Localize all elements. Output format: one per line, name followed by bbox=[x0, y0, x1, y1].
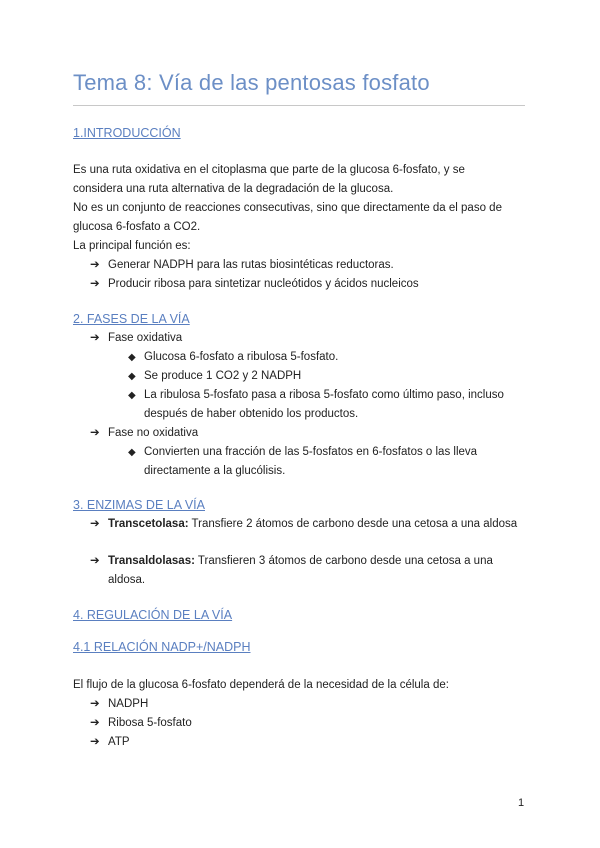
list-item: ➔ Ribosa 5-fosfato bbox=[90, 714, 192, 733]
paragraph-line: El flujo de la glucosa 6-fosfato dependerá de la necesidad de la célula de: bbox=[73, 679, 449, 691]
arrow-bullet-icon: ➔ bbox=[90, 259, 100, 271]
section-heading-introduccion[interactable]: 1.INTRODUCCIÓN bbox=[73, 126, 181, 140]
diamond-bullet-icon: ◆ bbox=[128, 371, 136, 382]
list-item: ➔ Generar NADPH para las rutas biosintéticas reductoras. bbox=[90, 256, 394, 275]
arrow-bullet-icon: ➔ bbox=[90, 518, 100, 530]
list-item: ➔ NADPH bbox=[90, 695, 148, 714]
arrow-bullet-icon: ➔ bbox=[90, 332, 100, 344]
list-item-fase-no-oxidativa: ➔ Fase no oxidativa bbox=[90, 424, 198, 443]
arrow-bullet-icon: ➔ bbox=[90, 278, 100, 290]
arrow-bullet-icon: ➔ bbox=[90, 555, 100, 567]
paragraph-line: Es una ruta oxidativa en el citoplasma que parte de la glucosa 6-fosfato, y se bbox=[73, 164, 465, 176]
title-divider bbox=[73, 105, 525, 106]
subsection-heading-nadp[interactable]: 4.1 RELACIÓN NADP+/NADPH bbox=[73, 640, 251, 654]
arrow-bullet-icon: ➔ bbox=[90, 736, 100, 748]
list-item-transaldolasas: ➔ Transaldolasas: Transfieren 3 átomos de carbono desde una cetosa a una aldosa. bbox=[90, 552, 528, 590]
page-number: 1 bbox=[518, 797, 525, 809]
arrow-bullet-icon: ➔ bbox=[90, 698, 100, 710]
diamond-bullet-icon: ◆ bbox=[128, 390, 136, 401]
paragraph-line: No es un conjunto de reacciones consecutivas, sino que directamente da el paso de bbox=[73, 202, 502, 214]
sub-list-item: ◆ Convierten una fracción de las 5-fosfatos en 6-fosfatos o las lleva directamente a la glucólisis. bbox=[128, 443, 504, 481]
page-title: Tema 8: Vía de las pentosas fosfato bbox=[73, 70, 430, 95]
section-heading-regulacion[interactable]: 4. REGULACIÓN DE LA VÍA bbox=[73, 608, 233, 622]
list-item-fase-oxidativa: ➔ Fase oxidativa bbox=[90, 329, 182, 348]
arrow-bullet-icon: ➔ bbox=[90, 717, 100, 729]
diamond-bullet-icon: ◆ bbox=[128, 447, 136, 458]
section-heading-fases[interactable]: 2. FASES DE LA VÍA bbox=[73, 312, 190, 326]
paragraph-line: La principal función es: bbox=[73, 240, 191, 252]
diamond-bullet-icon: ◆ bbox=[128, 352, 136, 363]
list-item-transcetolasa: ➔ Transcetolasa: Transfiere 2 átomos de carbono desde una cetosa a una aldosa bbox=[90, 515, 528, 534]
sub-list-item: ◆ Glucosa 6-fosfato a ribulosa 5-fosfato. bbox=[128, 348, 504, 367]
sub-list-item: ◆ Se produce 1 CO2 y 2 NADPH bbox=[128, 367, 504, 386]
section-heading-enzimas[interactable]: 3. ENZIMAS DE LA VÍA bbox=[73, 498, 205, 512]
list-item: ➔ Producir ribosa para sintetizar nucleótidos y ácidos nucleicos bbox=[90, 275, 419, 294]
list-item: ➔ ATP bbox=[90, 733, 130, 752]
sub-list-item: ◆ La ribulosa 5-fosfato pasa a ribosa 5-fosfato como último paso, incluso después de haber obtenido los productos. bbox=[128, 386, 504, 424]
paragraph-line: considera una ruta alternativa de la degradación de la glucosa. bbox=[73, 183, 394, 195]
paragraph-line: glucosa 6-fosfato a CO2. bbox=[73, 221, 201, 233]
arrow-bullet-icon: ➔ bbox=[90, 427, 100, 439]
